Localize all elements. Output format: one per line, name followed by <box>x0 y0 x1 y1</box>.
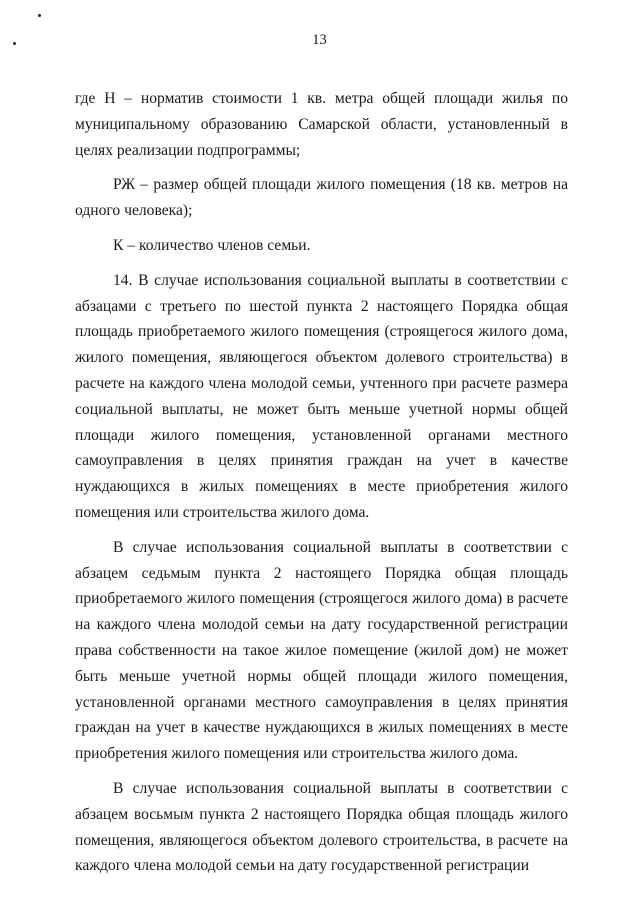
paragraph-rzh-definition: РЖ – размер общей площади жилого помещения (18 кв. метров на одного человека); <box>75 176 568 220</box>
document-body <box>75 86 568 879</box>
scan-speck <box>38 14 41 17</box>
paragraph-k-definition: К – количество членов семьи. <box>113 236 311 254</box>
paragraph-norm-definition: где Н – норматив стоимости 1 кв. метра общей площади жилья по муниципальному образованию Самарской области, установленный в целях реализации подпрограммы; <box>75 90 568 159</box>
paragraph-eighth-clause: В случае использования социальной выплаты в соответствии с абзацем восьмым пункта 2 настоящего Порядка общая площадь жилого помещения, являющегося объектом долевого строительства, в расчете на каждого члена молодой семьи на дату государственной регистрации <box>75 779 568 875</box>
paragraph-item-14: 14. В случае использования социальной выплаты в соответствии с абзацами с третьего по шестой пункта 2 настоящего Порядка общая площадь приобретаемого жилого помещения (строящегося жилого дома, жилого помещения, являющегося объектом долевого строительства) в расчете на каждого члена молодой семьи, учтенного при расчете размера социальной выплаты, не может быть меньше учетной нормы общей площади жилого помещения, установленной органами местного самоуправления в целях принятия граждан на учет в качестве нуждающихся в жилых помещениях в месте приобретения жилого помещения или строительства жилого дома. <box>75 271 568 521</box>
paragraph-seventh-clause: В случае использования социальной выплаты в соответствии с абзацем седьмым пункта 2 настоящего Порядка общая площадь приобретаемого жилого помещения (строящегося жилого дома) в расчете на каждого члена молодой семьи на дату государственной регистрации права собственности на такое жилое помещение (жилой дом) не может быть меньше учетной нормы общей площади жилого помещения, установленной органами местного самоуправления в целях принятия граждан на учет в качестве нуждающихся в жилых помещениях в месте приобретения жилого помещения или строительства жилого дома. <box>75 538 568 763</box>
page-number: 13 <box>312 32 327 48</box>
